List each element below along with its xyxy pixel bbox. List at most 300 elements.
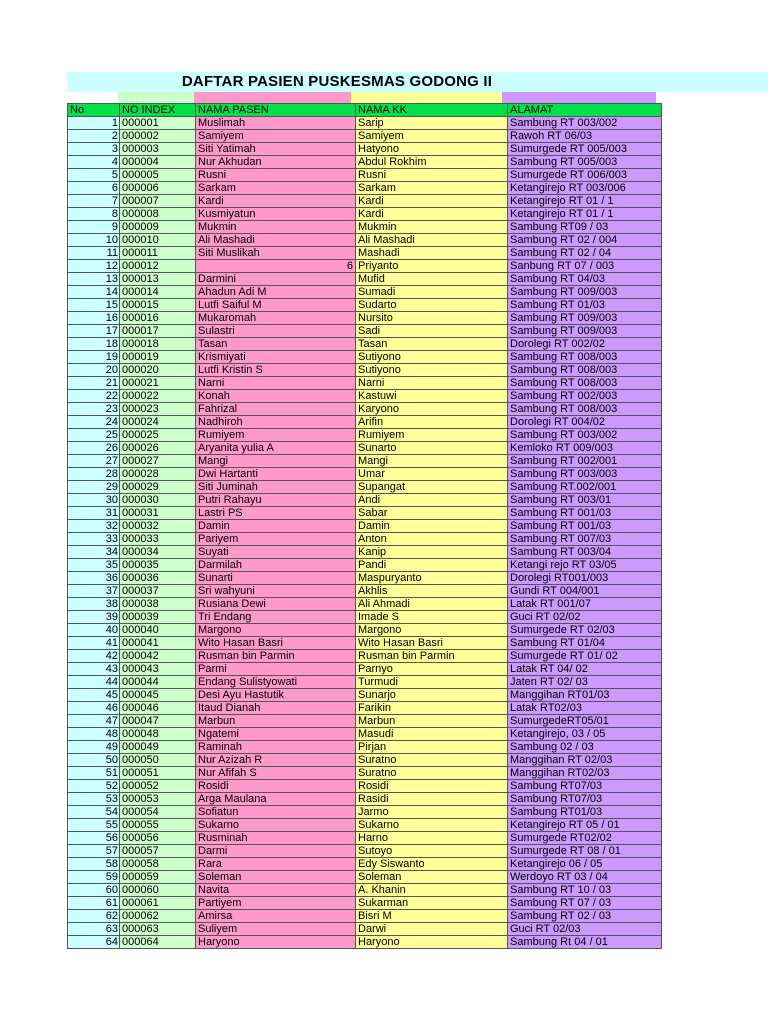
cell-nama-pasen[interactable]: Darmi bbox=[196, 845, 356, 858]
cell-alamat[interactable]: Sambung RT 005/003 bbox=[508, 156, 662, 169]
cell-nama-kk[interactable]: Kardi bbox=[356, 195, 508, 208]
cell-nama-pasen[interactable]: Lutfi Kristin S bbox=[196, 364, 356, 377]
cell-nama-pasen[interactable]: Ngatemi bbox=[196, 728, 356, 741]
cell-nama-kk[interactable]: Edy Siswanto bbox=[356, 858, 508, 871]
cell-nama-pasen[interactable]: Sunarti bbox=[196, 572, 356, 585]
cell-alamat[interactable]: Sambung RT 008/003 bbox=[508, 364, 662, 377]
cell-nama-kk[interactable]: Turmudi bbox=[356, 676, 508, 689]
cell-nama-kk[interactable]: Karyono bbox=[356, 403, 508, 416]
cell-nama-pasen[interactable]: Partiyem bbox=[196, 897, 356, 910]
cell-alamat[interactable]: Sambung RT 01/03 bbox=[508, 299, 662, 312]
cell-no[interactable]: 41 bbox=[68, 637, 120, 650]
cell-alamat[interactable]: Sambung RT 07 / 03 bbox=[508, 897, 662, 910]
cell-nama-kk[interactable]: Sumadi bbox=[356, 286, 508, 299]
cell-no[interactable]: 59 bbox=[68, 871, 120, 884]
cell-no[interactable]: 24 bbox=[68, 416, 120, 429]
cell-nama-kk[interactable]: A. Khanin bbox=[356, 884, 508, 897]
cell-nama-pasen[interactable]: Sulastri bbox=[196, 325, 356, 338]
cell-alamat[interactable]: Rawoh RT 06/03 bbox=[508, 130, 662, 143]
cell-nama-kk[interactable]: Supangat bbox=[356, 481, 508, 494]
cell-no[interactable]: 33 bbox=[68, 533, 120, 546]
cell-nama-pasen[interactable]: Kardi bbox=[196, 195, 356, 208]
cell-no-index[interactable]: 000008 bbox=[120, 208, 196, 221]
cell-no[interactable]: 55 bbox=[68, 819, 120, 832]
cell-no-index[interactable]: 000025 bbox=[120, 429, 196, 442]
cell-no-index[interactable]: 000018 bbox=[120, 338, 196, 351]
cell-no[interactable]: 18 bbox=[68, 338, 120, 351]
cell-nama-kk[interactable]: Margono bbox=[356, 624, 508, 637]
cell-no-index[interactable]: 000001 bbox=[120, 117, 196, 130]
cell-no[interactable]: 42 bbox=[68, 650, 120, 663]
cell-no[interactable]: 17 bbox=[68, 325, 120, 338]
cell-no[interactable]: 38 bbox=[68, 598, 120, 611]
cell-no-index[interactable]: 000038 bbox=[120, 598, 196, 611]
cell-nama-kk[interactable]: Kanip bbox=[356, 546, 508, 559]
cell-alamat[interactable]: Ketangirejo RT 01 / 1 bbox=[508, 195, 662, 208]
cell-no[interactable]: 40 bbox=[68, 624, 120, 637]
cell-nama-pasen[interactable]: Rusiana Dewi bbox=[196, 598, 356, 611]
cell-nama-pasen[interactable]: Desi Ayu Hastutik bbox=[196, 689, 356, 702]
cell-nama-pasen[interactable]: Mukaromah bbox=[196, 312, 356, 325]
cell-no-index[interactable]: 000032 bbox=[120, 520, 196, 533]
cell-nama-pasen[interactable]: Sukarno bbox=[196, 819, 356, 832]
cell-alamat[interactable]: Sumurgede RT02/02 bbox=[508, 832, 662, 845]
cell-nama-kk[interactable]: Kastuwi bbox=[356, 390, 508, 403]
cell-nama-kk[interactable]: Ali Mashadi bbox=[356, 234, 508, 247]
cell-nama-pasen[interactable]: Rusni bbox=[196, 169, 356, 182]
cell-no[interactable]: 7 bbox=[68, 195, 120, 208]
cell-no-index[interactable]: 000016 bbox=[120, 312, 196, 325]
cell-no[interactable]: 9 bbox=[68, 221, 120, 234]
cell-nama-pasen[interactable]: Dwi Hartanti bbox=[196, 468, 356, 481]
cell-alamat[interactable]: Sambung RT 04/03 bbox=[508, 273, 662, 286]
cell-no-index[interactable]: 000064 bbox=[120, 936, 196, 949]
cell-nama-pasen[interactable]: Ahadun Adi M bbox=[196, 286, 356, 299]
cell-no[interactable]: 16 bbox=[68, 312, 120, 325]
cell-nama-kk[interactable]: Sarip bbox=[356, 117, 508, 130]
cell-no[interactable]: 31 bbox=[68, 507, 120, 520]
cell-no-index[interactable]: 000052 bbox=[120, 780, 196, 793]
cell-no[interactable]: 10 bbox=[68, 234, 120, 247]
cell-nama-kk[interactable]: Ali Ahmadi bbox=[356, 598, 508, 611]
cell-alamat[interactable]: Sambung RT 009/003 bbox=[508, 312, 662, 325]
cell-no-index[interactable]: 000011 bbox=[120, 247, 196, 260]
cell-no[interactable]: 14 bbox=[68, 286, 120, 299]
cell-no-index[interactable]: 000030 bbox=[120, 494, 196, 507]
cell-no[interactable]: 61 bbox=[68, 897, 120, 910]
cell-nama-kk[interactable]: Rosidi bbox=[356, 780, 508, 793]
cell-nama-pasen[interactable]: Lutfi Saiful M bbox=[196, 299, 356, 312]
cell-no[interactable]: 57 bbox=[68, 845, 120, 858]
cell-no-index[interactable]: 000022 bbox=[120, 390, 196, 403]
cell-no-index[interactable]: 000041 bbox=[120, 637, 196, 650]
cell-no-index[interactable]: 000042 bbox=[120, 650, 196, 663]
cell-no[interactable]: 64 bbox=[68, 936, 120, 949]
cell-alamat[interactable]: Sambung RT 003/01 bbox=[508, 494, 662, 507]
cell-nama-kk[interactable]: Rumiyem bbox=[356, 429, 508, 442]
cell-nama-kk[interactable]: Pirjan bbox=[356, 741, 508, 754]
cell-no[interactable]: 15 bbox=[68, 299, 120, 312]
cell-no[interactable]: 30 bbox=[68, 494, 120, 507]
cell-no[interactable]: 43 bbox=[68, 663, 120, 676]
cell-nama-kk[interactable]: Masudi bbox=[356, 728, 508, 741]
cell-nama-pasen[interactable]: Nur Afifah S bbox=[196, 767, 356, 780]
cell-no-index[interactable]: 000059 bbox=[120, 871, 196, 884]
cell-no-index[interactable]: 000024 bbox=[120, 416, 196, 429]
cell-nama-pasen[interactable]: Raminah bbox=[196, 741, 356, 754]
cell-nama-pasen[interactable]: 6 bbox=[196, 260, 356, 273]
cell-no[interactable]: 60 bbox=[68, 884, 120, 897]
cell-nama-kk[interactable]: Nursito bbox=[356, 312, 508, 325]
cell-no[interactable]: 5 bbox=[68, 169, 120, 182]
cell-alamat[interactable]: Sambung RT 01/04 bbox=[508, 637, 662, 650]
cell-no[interactable]: 23 bbox=[68, 403, 120, 416]
cell-nama-pasen[interactable]: Arga Maulana bbox=[196, 793, 356, 806]
cell-nama-kk[interactable]: Soleman bbox=[356, 871, 508, 884]
cell-no-index[interactable]: 000057 bbox=[120, 845, 196, 858]
cell-no[interactable]: 48 bbox=[68, 728, 120, 741]
cell-nama-pasen[interactable]: Sofiatun bbox=[196, 806, 356, 819]
cell-no-index[interactable]: 000033 bbox=[120, 533, 196, 546]
cell-alamat[interactable]: Sambung RT01/03 bbox=[508, 806, 662, 819]
cell-alamat[interactable]: Ketangirejo RT 05 / 01 bbox=[508, 819, 662, 832]
cell-no[interactable]: 6 bbox=[68, 182, 120, 195]
cell-alamat[interactable]: Sanbung RT 07 / 003 bbox=[508, 260, 662, 273]
cell-no-index[interactable]: 000055 bbox=[120, 819, 196, 832]
cell-no-index[interactable]: 000005 bbox=[120, 169, 196, 182]
cell-nama-pasen[interactable]: Aryanita yulia A bbox=[196, 442, 356, 455]
cell-nama-pasen[interactable]: Lastri PS bbox=[196, 507, 356, 520]
cell-nama-kk[interactable]: Bisri M bbox=[356, 910, 508, 923]
cell-nama-pasen[interactable]: Rumiyem bbox=[196, 429, 356, 442]
cell-nama-pasen[interactable]: Endang Sulistyowati bbox=[196, 676, 356, 689]
cell-no-index[interactable]: 000034 bbox=[120, 546, 196, 559]
cell-no[interactable]: 34 bbox=[68, 546, 120, 559]
cell-nama-kk[interactable]: Mufid bbox=[356, 273, 508, 286]
cell-no-index[interactable]: 000043 bbox=[120, 663, 196, 676]
cell-no[interactable]: 29 bbox=[68, 481, 120, 494]
cell-alamat[interactable]: Sambung RT09 / 03 bbox=[508, 221, 662, 234]
cell-no-index[interactable]: 000006 bbox=[120, 182, 196, 195]
cell-alamat[interactable]: Sumurgede RT 005/003 bbox=[508, 143, 662, 156]
cell-nama-kk[interactable]: Mukmin bbox=[356, 221, 508, 234]
cell-alamat[interactable]: Sambung RT 003/003 bbox=[508, 468, 662, 481]
cell-nama-kk[interactable]: Sudarto bbox=[356, 299, 508, 312]
cell-no-index[interactable]: 000048 bbox=[120, 728, 196, 741]
cell-no[interactable]: 36 bbox=[68, 572, 120, 585]
cell-nama-kk[interactable]: Hatyono bbox=[356, 143, 508, 156]
cell-nama-pasen[interactable]: Nur Azizah R bbox=[196, 754, 356, 767]
cell-nama-pasen[interactable]: Rusminah bbox=[196, 832, 356, 845]
cell-nama-kk[interactable]: Mashadi bbox=[356, 247, 508, 260]
cell-no-index[interactable]: 000053 bbox=[120, 793, 196, 806]
cell-no-index[interactable]: 000044 bbox=[120, 676, 196, 689]
cell-no-index[interactable]: 000054 bbox=[120, 806, 196, 819]
cell-alamat[interactable]: Sambung RT07/03 bbox=[508, 780, 662, 793]
cell-alamat[interactable]: Sambung 02 / 03 bbox=[508, 741, 662, 754]
cell-alamat[interactable]: Sambung RT 008/003 bbox=[508, 403, 662, 416]
cell-no-index[interactable]: 000031 bbox=[120, 507, 196, 520]
cell-no-index[interactable]: 000020 bbox=[120, 364, 196, 377]
cell-no[interactable]: 45 bbox=[68, 689, 120, 702]
cell-no-index[interactable]: 000036 bbox=[120, 572, 196, 585]
cell-alamat[interactable]: Guci RT 02/03 bbox=[508, 923, 662, 936]
cell-nama-kk[interactable]: Sutiyono bbox=[356, 351, 508, 364]
cell-no-index[interactable]: 000015 bbox=[120, 299, 196, 312]
cell-alamat[interactable]: Sambung RT 002/003 bbox=[508, 390, 662, 403]
cell-nama-pasen[interactable]: Fahrizal bbox=[196, 403, 356, 416]
cell-alamat[interactable]: Sambung RT 001/03 bbox=[508, 520, 662, 533]
cell-no-index[interactable]: 000007 bbox=[120, 195, 196, 208]
cell-no[interactable]: 49 bbox=[68, 741, 120, 754]
cell-no-index[interactable]: 000056 bbox=[120, 832, 196, 845]
cell-no[interactable]: 62 bbox=[68, 910, 120, 923]
cell-no-index[interactable]: 000063 bbox=[120, 923, 196, 936]
cell-no-index[interactable]: 000028 bbox=[120, 468, 196, 481]
cell-no[interactable]: 32 bbox=[68, 520, 120, 533]
cell-nama-pasen[interactable]: Damin bbox=[196, 520, 356, 533]
header-no[interactable]: No bbox=[68, 104, 120, 117]
cell-nama-pasen[interactable]: Kusmiyatun bbox=[196, 208, 356, 221]
cell-no[interactable]: 3 bbox=[68, 143, 120, 156]
cell-no-index[interactable]: 000021 bbox=[120, 377, 196, 390]
cell-nama-kk[interactable]: Marbun bbox=[356, 715, 508, 728]
cell-no[interactable]: 11 bbox=[68, 247, 120, 260]
cell-nama-kk[interactable]: Sukarman bbox=[356, 897, 508, 910]
cell-nama-kk[interactable]: Sukarno bbox=[356, 819, 508, 832]
cell-nama-pasen[interactable]: Nadhiroh bbox=[196, 416, 356, 429]
cell-nama-pasen[interactable]: Narni bbox=[196, 377, 356, 390]
cell-nama-kk[interactable]: Abdul Rokhim bbox=[356, 156, 508, 169]
cell-no[interactable]: 26 bbox=[68, 442, 120, 455]
cell-nama-pasen[interactable]: Suyati bbox=[196, 546, 356, 559]
cell-nama-pasen[interactable]: Nur Akhudan bbox=[196, 156, 356, 169]
cell-nama-kk[interactable]: Farikin bbox=[356, 702, 508, 715]
cell-no[interactable]: 50 bbox=[68, 754, 120, 767]
cell-nama-pasen[interactable]: Muslimah bbox=[196, 117, 356, 130]
cell-nama-kk[interactable]: Tasan bbox=[356, 338, 508, 351]
cell-no[interactable]: 20 bbox=[68, 364, 120, 377]
cell-no-index[interactable]: 000014 bbox=[120, 286, 196, 299]
cell-no[interactable]: 21 bbox=[68, 377, 120, 390]
cell-nama-kk[interactable]: Sarkam bbox=[356, 182, 508, 195]
cell-no[interactable]: 56 bbox=[68, 832, 120, 845]
cell-no[interactable]: 4 bbox=[68, 156, 120, 169]
cell-nama-kk[interactable]: Imade S bbox=[356, 611, 508, 624]
cell-no[interactable]: 52 bbox=[68, 780, 120, 793]
cell-alamat[interactable]: Gundi RT 004/001 bbox=[508, 585, 662, 598]
cell-no-index[interactable]: 000049 bbox=[120, 741, 196, 754]
cell-alamat[interactable]: Latak RT02/03 bbox=[508, 702, 662, 715]
cell-nama-pasen[interactable]: Wito Hasan Basri bbox=[196, 637, 356, 650]
cell-alamat[interactable]: Sambung RT 007/03 bbox=[508, 533, 662, 546]
cell-nama-pasen[interactable]: Navita bbox=[196, 884, 356, 897]
cell-no[interactable]: 58 bbox=[68, 858, 120, 871]
cell-no[interactable]: 12 bbox=[68, 260, 120, 273]
cell-alamat[interactable]: Sambung RT 009/003 bbox=[508, 286, 662, 299]
cell-no[interactable]: 63 bbox=[68, 923, 120, 936]
cell-nama-pasen[interactable]: Marbun bbox=[196, 715, 356, 728]
cell-nama-pasen[interactable]: Krismiyati bbox=[196, 351, 356, 364]
cell-no[interactable]: 47 bbox=[68, 715, 120, 728]
cell-nama-kk[interactable]: Anton bbox=[356, 533, 508, 546]
cell-nama-pasen[interactable]: Siti Muslikah bbox=[196, 247, 356, 260]
cell-no-index[interactable]: 000046 bbox=[120, 702, 196, 715]
cell-nama-pasen[interactable]: Rara bbox=[196, 858, 356, 871]
cell-alamat[interactable]: Dorolegi RT 002/02 bbox=[508, 338, 662, 351]
cell-no-index[interactable]: 000037 bbox=[120, 585, 196, 598]
cell-nama-pasen[interactable]: Pariyem bbox=[196, 533, 356, 546]
cell-alamat[interactable]: Ketangirejo 06 / 05 bbox=[508, 858, 662, 871]
cell-nama-pasen[interactable]: Soleman bbox=[196, 871, 356, 884]
cell-nama-kk[interactable]: Arifin bbox=[356, 416, 508, 429]
cell-no-index[interactable]: 000051 bbox=[120, 767, 196, 780]
cell-no[interactable]: 27 bbox=[68, 455, 120, 468]
cell-no-index[interactable]: 000013 bbox=[120, 273, 196, 286]
cell-no-index[interactable]: 000040 bbox=[120, 624, 196, 637]
cell-alamat[interactable]: Sumurgede RT 02/03 bbox=[508, 624, 662, 637]
cell-alamat[interactable]: Sambung RT 02 / 04 bbox=[508, 247, 662, 260]
cell-nama-kk[interactable]: Maspuryanto bbox=[356, 572, 508, 585]
cell-no-index[interactable]: 000045 bbox=[120, 689, 196, 702]
cell-nama-kk[interactable]: Sadi bbox=[356, 325, 508, 338]
cell-nama-kk[interactable]: Sabar bbox=[356, 507, 508, 520]
cell-no-index[interactable]: 000012 bbox=[120, 260, 196, 273]
cell-nama-pasen[interactable]: Sarkam bbox=[196, 182, 356, 195]
cell-nama-pasen[interactable]: Itaud Dianah bbox=[196, 702, 356, 715]
cell-no-index[interactable]: 000023 bbox=[120, 403, 196, 416]
cell-alamat[interactable]: Ketangi rejo RT 03/05 bbox=[508, 559, 662, 572]
cell-alamat[interactable]: Manggihan RT01/03 bbox=[508, 689, 662, 702]
cell-alamat[interactable]: Guci RT 02/02 bbox=[508, 611, 662, 624]
cell-alamat[interactable]: Sambung RT 02 / 004 bbox=[508, 234, 662, 247]
cell-nama-pasen[interactable]: Amirsa bbox=[196, 910, 356, 923]
cell-nama-pasen[interactable]: Samiyem bbox=[196, 130, 356, 143]
cell-nama-pasen[interactable]: Mukmin bbox=[196, 221, 356, 234]
cell-nama-pasen[interactable]: Rusman bin Parmin bbox=[196, 650, 356, 663]
cell-alamat[interactable]: Sambung Rt 04 / 01 bbox=[508, 936, 662, 949]
cell-no[interactable]: 1 bbox=[68, 117, 120, 130]
cell-nama-kk[interactable]: Mangi bbox=[356, 455, 508, 468]
cell-nama-pasen[interactable]: Konah bbox=[196, 390, 356, 403]
cell-nama-kk[interactable]: Rusman bin Parmin bbox=[356, 650, 508, 663]
cell-alamat[interactable]: Sambung RT 001/03 bbox=[508, 507, 662, 520]
cell-no-index[interactable]: 000009 bbox=[120, 221, 196, 234]
cell-nama-pasen[interactable]: Mangi bbox=[196, 455, 356, 468]
cell-no-index[interactable]: 000029 bbox=[120, 481, 196, 494]
cell-alamat[interactable]: Kemloko RT 009/003 bbox=[508, 442, 662, 455]
cell-nama-pasen[interactable]: Darmilah bbox=[196, 559, 356, 572]
cell-nama-kk[interactable]: Samiyem bbox=[356, 130, 508, 143]
cell-no-index[interactable]: 000058 bbox=[120, 858, 196, 871]
cell-nama-kk[interactable]: Andi bbox=[356, 494, 508, 507]
header-no-index[interactable]: NO INDEX bbox=[120, 104, 196, 117]
cell-no[interactable]: 44 bbox=[68, 676, 120, 689]
cell-alamat[interactable]: Ketangirejo, 03 / 05 bbox=[508, 728, 662, 741]
cell-nama-kk[interactable]: Akhlis bbox=[356, 585, 508, 598]
cell-nama-kk[interactable]: Narni bbox=[356, 377, 508, 390]
cell-alamat[interactable]: Sumurgede RT 006/003 bbox=[508, 169, 662, 182]
cell-no-index[interactable]: 000026 bbox=[120, 442, 196, 455]
cell-alamat[interactable]: Sambung RT.002/001 bbox=[508, 481, 662, 494]
cell-alamat[interactable]: Dorolegi RT 004/02 bbox=[508, 416, 662, 429]
cell-nama-pasen[interactable]: Parmi bbox=[196, 663, 356, 676]
cell-alamat[interactable]: Sambung RT 10 / 03 bbox=[508, 884, 662, 897]
cell-nama-kk[interactable]: Umar bbox=[356, 468, 508, 481]
cell-no[interactable]: 8 bbox=[68, 208, 120, 221]
header-nama-pasen[interactable]: NAMA PASEN bbox=[196, 104, 356, 117]
cell-alamat[interactable]: Sambung RT07/03 bbox=[508, 793, 662, 806]
cell-nama-pasen[interactable]: Darmini bbox=[196, 273, 356, 286]
cell-alamat[interactable]: Manggihan RT02/03 bbox=[508, 767, 662, 780]
cell-no-index[interactable]: 000061 bbox=[120, 897, 196, 910]
cell-alamat[interactable]: Jaten RT 02/ 03 bbox=[508, 676, 662, 689]
cell-no[interactable]: 25 bbox=[68, 429, 120, 442]
cell-no-index[interactable]: 000050 bbox=[120, 754, 196, 767]
cell-no[interactable]: 2 bbox=[68, 130, 120, 143]
cell-no-index[interactable]: 000047 bbox=[120, 715, 196, 728]
cell-no-index[interactable]: 000010 bbox=[120, 234, 196, 247]
cell-alamat[interactable]: Manggihan RT 02/03 bbox=[508, 754, 662, 767]
cell-alamat[interactable]: Werdoyo RT 03 / 04 bbox=[508, 871, 662, 884]
cell-nama-pasen[interactable]: Suliyem bbox=[196, 923, 356, 936]
cell-alamat[interactable]: Ketangirejo RT 003/006 bbox=[508, 182, 662, 195]
cell-no[interactable]: 35 bbox=[68, 559, 120, 572]
cell-no[interactable]: 19 bbox=[68, 351, 120, 364]
cell-nama-pasen[interactable]: Putri Rahayu bbox=[196, 494, 356, 507]
cell-nama-kk[interactable]: Priyanto bbox=[356, 260, 508, 273]
cell-no[interactable]: 53 bbox=[68, 793, 120, 806]
cell-nama-kk[interactable]: Wito Hasan Basri bbox=[356, 637, 508, 650]
cell-alamat[interactable]: Sambung RT 003/002 bbox=[508, 117, 662, 130]
cell-no[interactable]: 22 bbox=[68, 390, 120, 403]
cell-no-index[interactable]: 000027 bbox=[120, 455, 196, 468]
cell-nama-kk[interactable]: Parnyo bbox=[356, 663, 508, 676]
cell-no-index[interactable]: 000017 bbox=[120, 325, 196, 338]
cell-nama-pasen[interactable]: Siti Yatimah bbox=[196, 143, 356, 156]
cell-alamat[interactable]: Sambung RT 003/002 bbox=[508, 429, 662, 442]
cell-nama-kk[interactable]: Sutiyono bbox=[356, 364, 508, 377]
cell-alamat[interactable]: Sambung RT 009/003 bbox=[508, 325, 662, 338]
cell-alamat[interactable]: Latak RT 001/07 bbox=[508, 598, 662, 611]
cell-nama-kk[interactable]: Rasidi bbox=[356, 793, 508, 806]
cell-nama-kk[interactable]: Suratno bbox=[356, 767, 508, 780]
cell-nama-pasen[interactable]: Tasan bbox=[196, 338, 356, 351]
cell-alamat[interactable]: Sambung RT 002/001 bbox=[508, 455, 662, 468]
cell-nama-kk[interactable]: Haryono bbox=[356, 936, 508, 949]
cell-alamat[interactable]: Sambung RT 008/003 bbox=[508, 351, 662, 364]
cell-no[interactable]: 39 bbox=[68, 611, 120, 624]
cell-nama-kk[interactable]: Harno bbox=[356, 832, 508, 845]
cell-alamat[interactable]: Dorolegi RT001/003 bbox=[508, 572, 662, 585]
cell-no[interactable]: 28 bbox=[68, 468, 120, 481]
cell-alamat[interactable]: Sambung RT 003/04 bbox=[508, 546, 662, 559]
cell-no-index[interactable]: 000019 bbox=[120, 351, 196, 364]
cell-nama-kk[interactable]: Damin bbox=[356, 520, 508, 533]
cell-no[interactable]: 13 bbox=[68, 273, 120, 286]
cell-no-index[interactable]: 000003 bbox=[120, 143, 196, 156]
cell-nama-pasen[interactable]: Ali Mashadi bbox=[196, 234, 356, 247]
cell-no[interactable]: 46 bbox=[68, 702, 120, 715]
cell-alamat[interactable]: Sumurgede RT 08 / 01 bbox=[508, 845, 662, 858]
cell-nama-kk[interactable]: Darwi bbox=[356, 923, 508, 936]
cell-nama-kk[interactable]: Sunarjo bbox=[356, 689, 508, 702]
cell-nama-kk[interactable]: Kardi bbox=[356, 208, 508, 221]
cell-nama-kk[interactable]: Suratno bbox=[356, 754, 508, 767]
cell-alamat[interactable]: Sumurgede RT 01/ 02 bbox=[508, 650, 662, 663]
header-alamat[interactable]: ALAMAT bbox=[508, 104, 662, 117]
cell-no-index[interactable]: 000035 bbox=[120, 559, 196, 572]
